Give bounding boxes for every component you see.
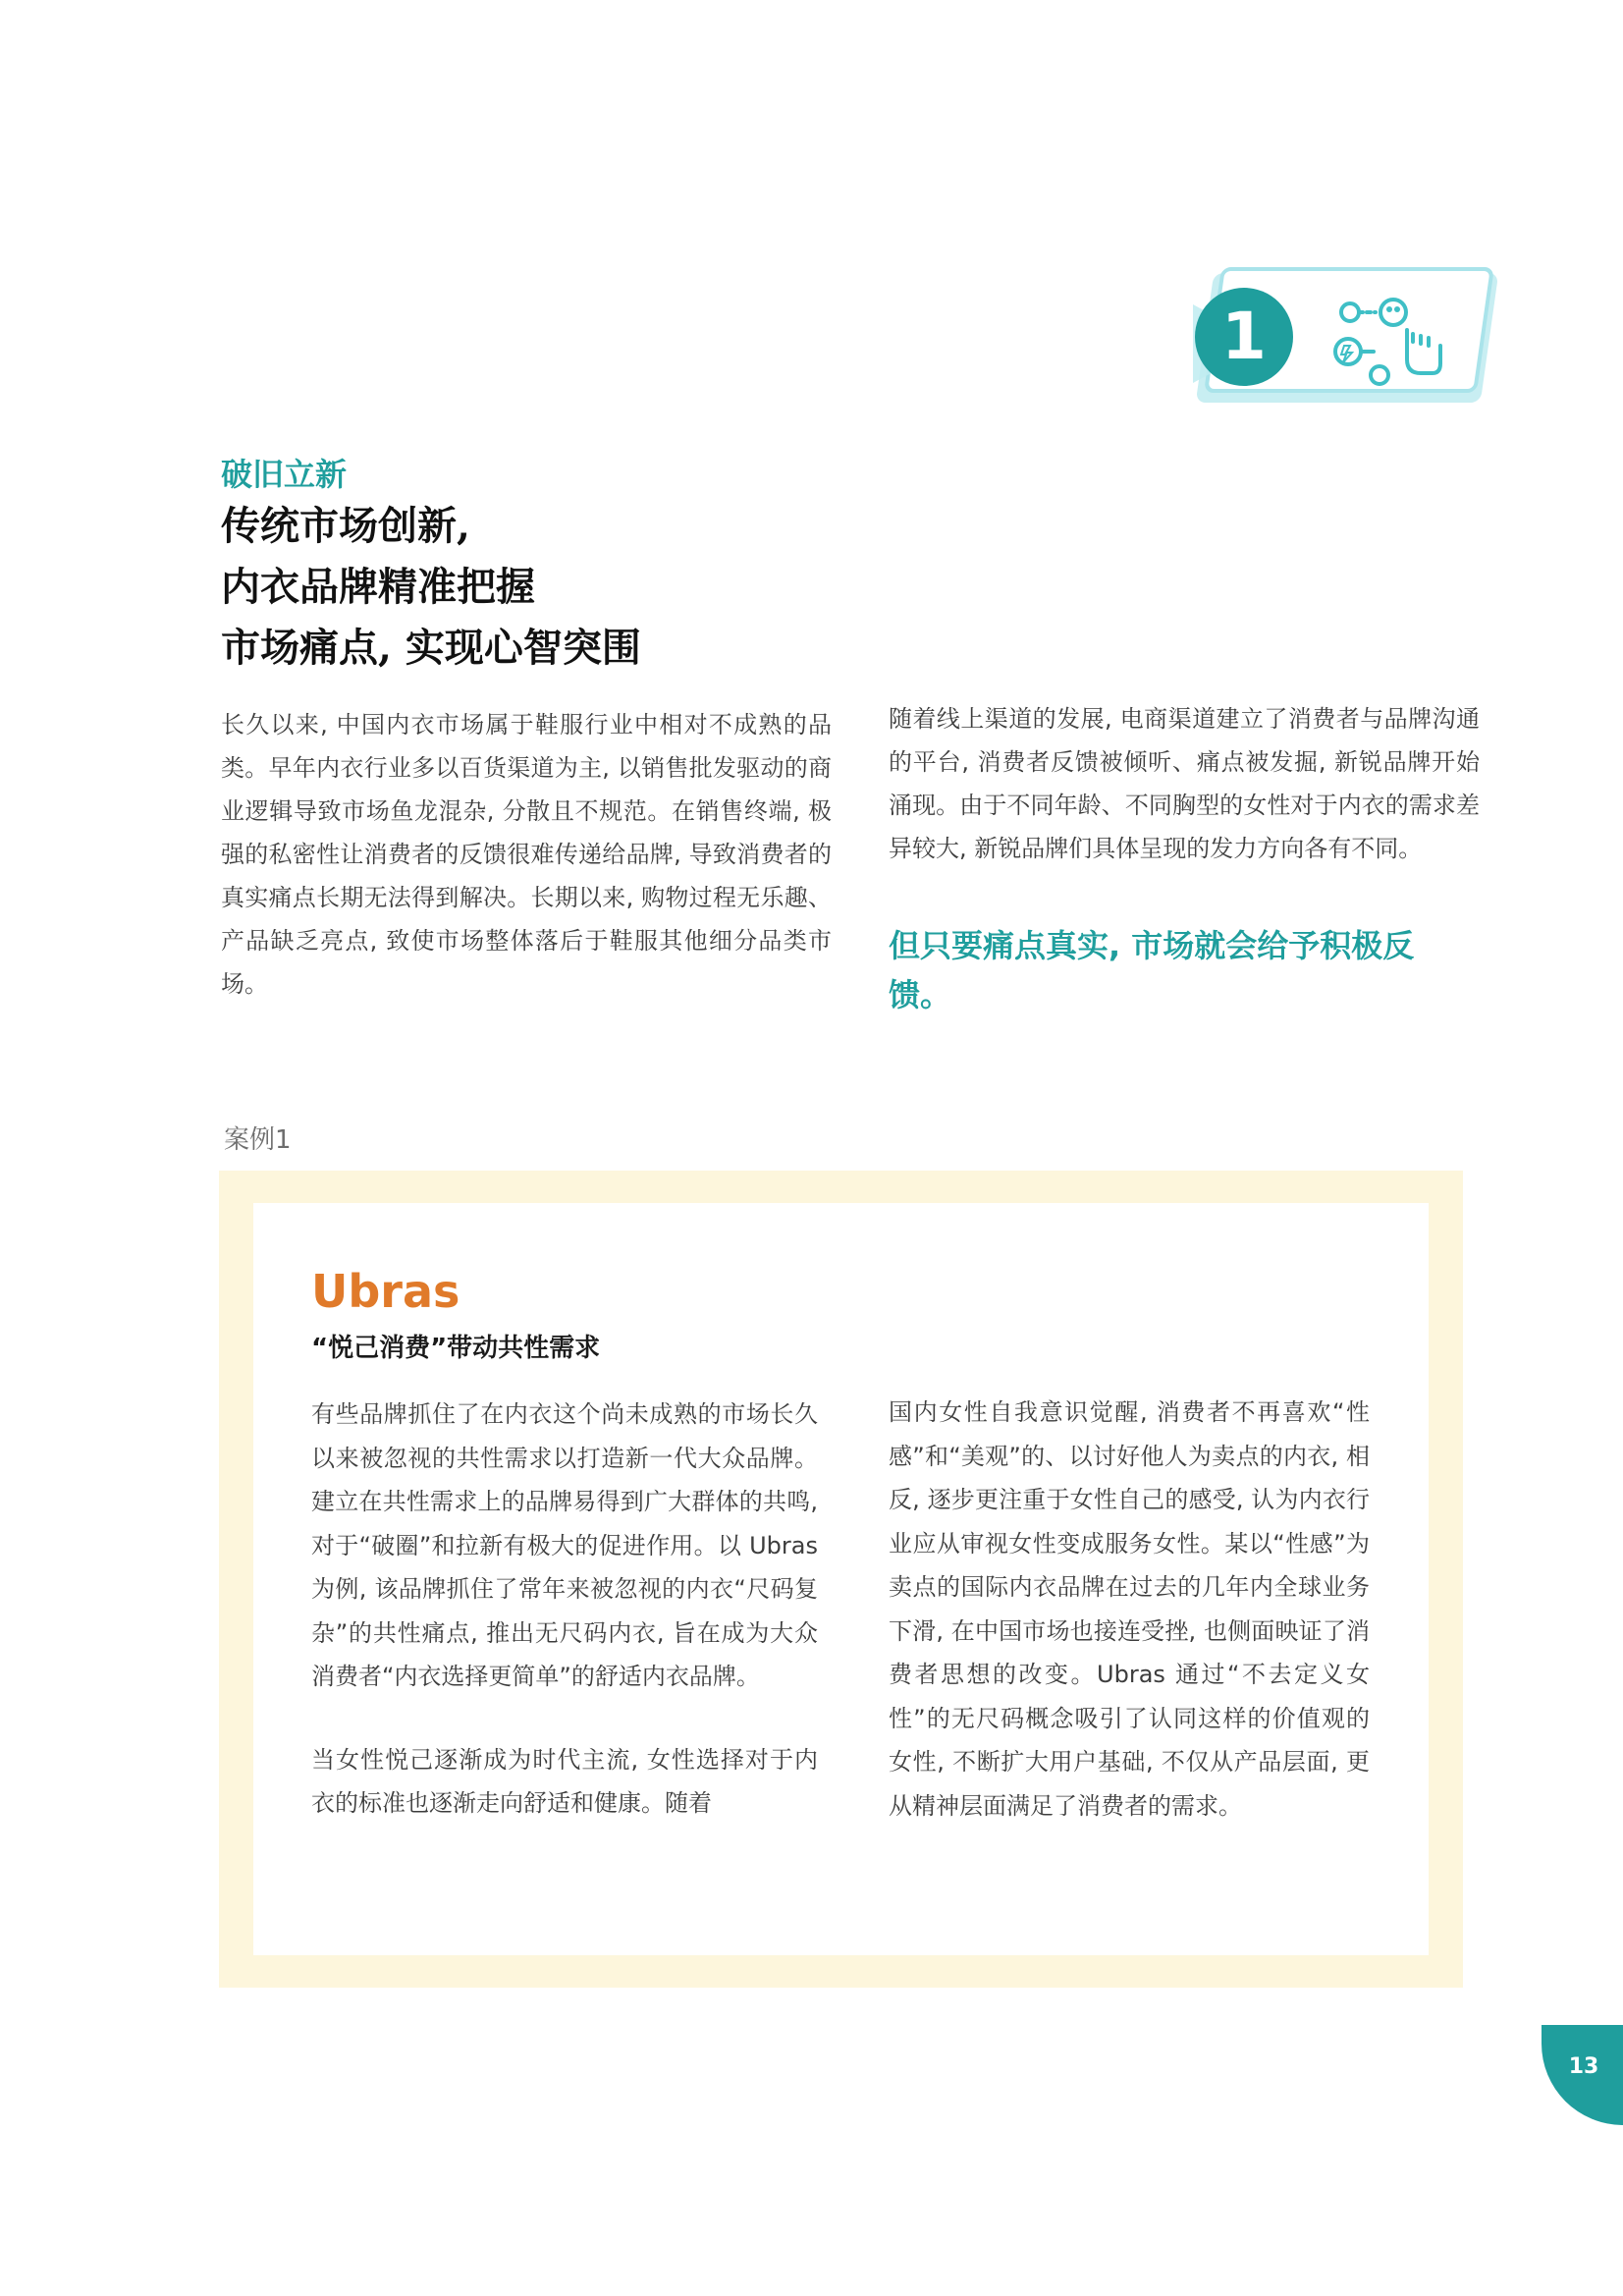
section-number: 1 [1195, 288, 1293, 386]
case-subtitle: “悦己消费”带动共性需求 [311, 1334, 601, 1363]
case-label: 案例1 [224, 1125, 292, 1155]
section-kicker: 破旧立新 [221, 456, 348, 493]
headline-line: 市场痛点, 实现心智突围 [221, 625, 641, 671]
case-right-column: 国内女性自我意识觉醒, 消费者不再喜欢“性感”和“美观”的、以讨好他人为卖点的内衣, 相反, 逐步更注重于女性自己的感受, 认为内衣行业应从审视女性变成服务女性。某以“性感”为卖点的国际内衣品牌在过去的几年内全球业务下滑, 在中国市场也接连受挫, 也侧面映证了消费者思想的改变。Ubras 通过“不去定义女性”的无尺码概念吸引了认同这样的价值观的女性, 不断扩大用户基础, 不仅从产品层面, 更从精神层面满足了消费者的需求。 [889, 1398, 1370, 1820]
page-number: 13 [1568, 2054, 1599, 2079]
case-left-column [311, 1393, 818, 1865]
people-network-hand-icon [1328, 291, 1446, 389]
body-right-column: 随着线上渠道的发展, 电商渠道建立了消费者与品牌沟通的平台, 消费者反馈被倾听、痛点被发掘, 新锐品牌开始涌现。由于不同年龄、不同胸型的女性对于内衣的需求差异较大, 新锐品牌们具体呈现的发力方向各有不同。 [889, 705, 1480, 862]
case-brand-title: Ubras [311, 1265, 460, 1318]
headline-line: 内衣品牌精准把握 [221, 564, 535, 610]
case-paragraph: 当女性悦己逐渐成为时代主流, 女性选择对于内衣的标准也逐渐走向舒适和健康。随着 [311, 1745, 818, 1817]
body-left-column: 长久以来, 中国内衣市场属于鞋服行业中相对不成熟的品类。早年内衣行业多以百货渠道为主, 以销售批发驱动的商业逻辑导致市场鱼龙混杂, 分散且不规范。在销售终端, 极强的私密性让消费者的反馈很难传递给品牌, 导致消费者的真实痛点长期无法得到解决。长期以来, 购物过程无乐趣、产品缺乏亮点, 致使市场整体落后于鞋服其他细分品类市场。 [221, 711, 832, 998]
section-badge [1183, 265, 1507, 412]
headline-line: 传统市场创新, [221, 503, 470, 549]
highlight-statement: 但只要痛点真实, 市场就会给予积极反馈。 [889, 927, 1415, 1013]
case-paragraph: 有些品牌抓住了在内衣这个尚未成熟的市场长久以来被忽视的共性需求以打造新一代大众品牌。建立在共性需求上的品牌易得到广大群体的共鸣, 对于“破圈”和拉新有极大的促进作用。以 Ubras为例, 该品牌抓住了常年来被忽视的内衣“尺码复杂”的共性痛点, 推出无尺码内衣, 旨在成为大众消费者“内衣选择更简单”的舒适内衣品牌。 [311, 1400, 818, 1690]
section-headline [221, 496, 908, 679]
